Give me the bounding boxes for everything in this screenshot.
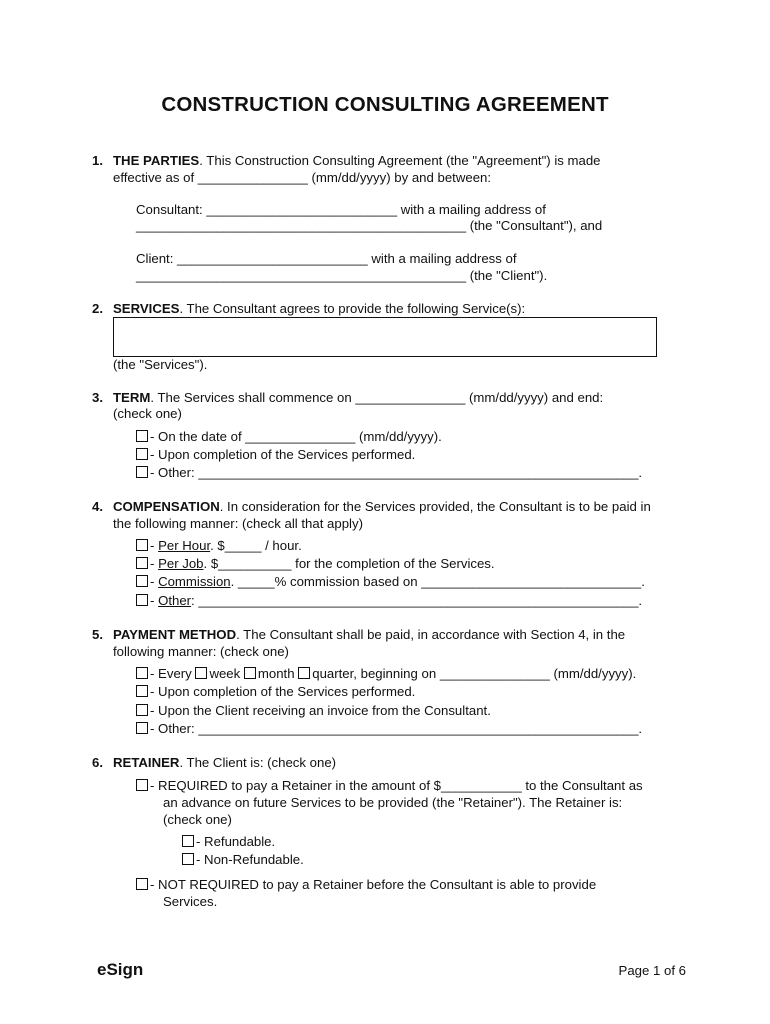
retainer-required-line2: an advance on future Services to be provided (the "Retainer"). The Retainer is: xyxy=(163,795,623,810)
document-title: CONSTRUCTION CONSULTING AGREEMENT xyxy=(161,93,609,116)
term-option-date xyxy=(136,429,442,445)
checkbox[interactable] xyxy=(136,685,148,697)
option-label: - Every xyxy=(150,666,192,681)
section-compensation-line2: the following manner: (check all that apply) xyxy=(113,516,363,531)
consultant-name-line: Consultant: __________________________ with a mailing address of xyxy=(136,202,546,217)
checkbox[interactable] xyxy=(136,448,148,460)
option-label: week xyxy=(209,666,241,681)
option-label: : ____________________________________________________________. xyxy=(191,593,643,608)
section-number: 2. xyxy=(92,301,103,316)
section-heading: PAYMENT METHOD xyxy=(113,627,237,642)
checkbox[interactable] xyxy=(182,853,194,865)
section-number: 3. xyxy=(92,390,103,405)
payment-option-completion xyxy=(136,684,415,700)
section-text: . The Consultant shall be paid, in accordance with Section 4, in the xyxy=(236,627,626,642)
checkbox[interactable] xyxy=(136,557,148,569)
page-number: Page 1 of 6 xyxy=(618,963,686,978)
checkbox-month[interactable] xyxy=(244,667,256,679)
checkbox[interactable] xyxy=(136,594,148,606)
checkbox[interactable] xyxy=(136,667,148,679)
checkbox-week[interactable] xyxy=(195,667,207,679)
services-after-text: (the "Services"). xyxy=(113,357,208,372)
option-label: - NOT REQUIRED to pay a Retainer before the Consultant is able to provide xyxy=(150,877,597,892)
option-label: - Other: ____________________________________________________________. xyxy=(150,465,643,480)
option-label: - REQUIRED to pay a Retainer in the amount of $___________ to the Consultant as xyxy=(150,778,643,793)
option-term: Per Job xyxy=(158,556,204,571)
payment-option-invoice xyxy=(136,703,491,719)
section-parties-line2: effective as of _______________ (mm/dd/yyyy) by and between: xyxy=(113,170,492,185)
section-number: 1. xyxy=(92,153,103,168)
section-heading: TERM xyxy=(113,390,151,405)
option-label: month xyxy=(257,666,295,681)
option-term: Per Hour xyxy=(158,538,211,553)
option-label: . _____% commission based on ______________________________. xyxy=(230,574,645,589)
checkbox[interactable] xyxy=(136,722,148,734)
checkbox-quarter[interactable] xyxy=(298,667,310,679)
section-term-line2: (check one) xyxy=(113,406,182,421)
section-services-line1 xyxy=(113,301,525,317)
section-text: . This Construction Consulting Agreement (the "Agreement") is made xyxy=(199,153,601,168)
section-compensation-line1 xyxy=(113,499,651,515)
comp-option-other: - Other: ____________________________________________________________. xyxy=(136,593,642,609)
retainer-not-required-line1 xyxy=(136,877,596,893)
checkbox[interactable] xyxy=(136,430,148,442)
section-parties-line1 xyxy=(113,153,601,169)
services-text-box[interactable] xyxy=(113,317,657,357)
comp-option-hour: - Per Hour. $_____ / hour. xyxy=(136,538,302,554)
section-heading: COMPENSATION xyxy=(113,499,220,514)
option-term: Other xyxy=(158,593,192,608)
section-text: . The Services shall commence on _______________ (mm/dd/yyyy) and end: xyxy=(150,390,604,405)
section-heading: THE PARTIES xyxy=(113,153,200,168)
retainer-not-required-line2: Services. xyxy=(163,894,218,909)
payment-option-every xyxy=(136,666,636,682)
option-label: - Upon completion of the Services performed. xyxy=(150,447,416,462)
retainer-refundable xyxy=(182,834,275,850)
checkbox[interactable] xyxy=(136,466,148,478)
section-payment-line1 xyxy=(113,627,625,643)
section-retainer-line1 xyxy=(113,755,336,771)
option-label: quarter, beginning on _______________ (mm/dd/yyyy). xyxy=(312,666,637,681)
checkbox[interactable] xyxy=(136,878,148,890)
option-label: - Other: ____________________________________________________________. xyxy=(150,721,643,736)
section-heading: SERVICES xyxy=(113,301,180,316)
section-term-line1 xyxy=(113,390,603,406)
section-heading: RETAINER xyxy=(113,755,180,770)
section-text: . In consideration for the Services provided, the Consultant is to be paid in xyxy=(219,499,651,514)
term-option-other xyxy=(136,465,642,481)
checkbox[interactable] xyxy=(136,575,148,587)
option-label: - Upon completion of the Services performed. xyxy=(150,684,416,699)
retainer-required-line3: (check one) xyxy=(163,812,232,827)
retainer-required-line1 xyxy=(136,778,643,794)
client-address-line: _____________________________________________ (the "Client"). xyxy=(136,268,548,283)
option-label: - Non-Refundable. xyxy=(196,852,304,867)
checkbox[interactable] xyxy=(136,704,148,716)
option-label: - Upon the Client receiving an invoice from the Consultant. xyxy=(150,703,491,718)
section-text: . The Client is: (check one) xyxy=(179,755,337,770)
section-payment-line2: following manner: (check one) xyxy=(113,644,289,659)
option-label: - On the date of _______________ (mm/dd/yyyy). xyxy=(150,429,442,444)
checkbox[interactable] xyxy=(136,539,148,551)
consultant-address-line: _____________________________________________ (the "Consultant"), and xyxy=(136,218,603,233)
comp-option-commission: - Commission. _____% commission based on ______________________________. xyxy=(136,574,645,590)
section-number: 4. xyxy=(92,499,103,514)
section-number: 5. xyxy=(92,627,103,642)
esign-logo: eSign xyxy=(97,960,144,979)
option-label: . $_____ / hour. xyxy=(210,538,302,553)
section-text: . The Consultant agrees to provide the following Service(s): xyxy=(179,301,526,316)
checkbox[interactable] xyxy=(136,779,148,791)
comp-option-job: - Per Job. $__________ for the completion of the Services. xyxy=(136,556,495,572)
option-label: . $__________ for the completion of the Services. xyxy=(203,556,495,571)
option-term: Commission xyxy=(158,574,231,589)
option-label: - Refundable. xyxy=(196,834,276,849)
payment-option-other xyxy=(136,721,642,737)
retainer-nonrefundable xyxy=(182,852,304,868)
client-name-line: Client: __________________________ with a mailing address of xyxy=(136,251,517,266)
section-number: 6. xyxy=(92,755,103,770)
checkbox[interactable] xyxy=(182,835,194,847)
term-option-completion xyxy=(136,447,415,463)
